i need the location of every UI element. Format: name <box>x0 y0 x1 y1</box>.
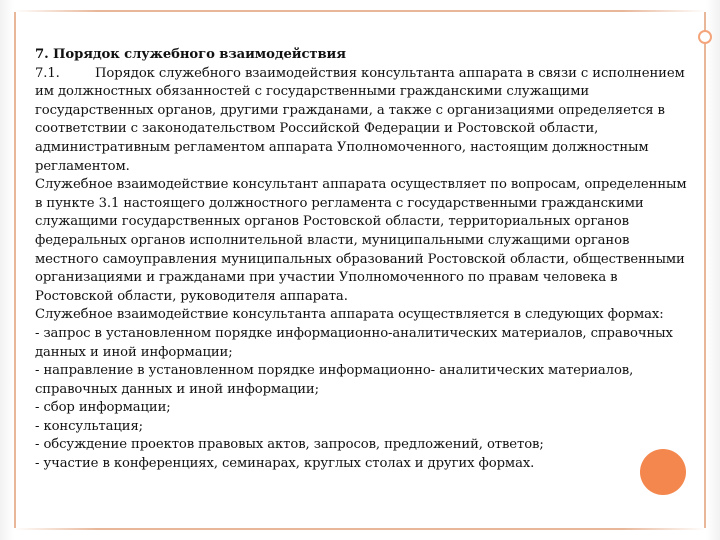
paragraph-7-1 <box>35 65 690 177</box>
list-item: - обсуждение проектов правовых актов, запросов, предложений, ответов; <box>35 437 544 453</box>
decorative-ring <box>698 30 712 44</box>
list-item: - запрос в установленном порядке информационно-аналитических материалов, справочных данных и иной информации; <box>35 325 673 360</box>
left-edge-shade <box>0 0 14 540</box>
paragraph-7-1-text: Порядок служебного взаимодействия консультанта аппарата в связи с исполнением им должностных обязанностей с государственными гражданскими служащими государственных органов, другими гражданами, а также с организациями определяется в соответствии с законодательством Российской Федерации и Ростовской области, административным регламентом аппарата Уполномоченного, настоящим должностным регламентом. <box>35 65 685 174</box>
paragraph-interaction-forms: Служебное взаимодействие консультанта аппарата осуществляется в следующих формах: <box>35 307 664 323</box>
list-item: - направление в установленном порядке информационно- аналитических материалов, справочных данных и иной информации; <box>35 363 634 397</box>
list-item: - консультация; <box>35 418 144 434</box>
list-item: - участие в конференциях, семинарах, круглых столах и других формах. <box>35 456 535 472</box>
paragraph-interaction-topics: Служебное взаимодействие консультант аппарата осуществляет по вопросам, определенным в пункте 3.1 настоящего должностного регламента с государственными гражданскими служащими государственных органов Ростовской области, территориальных органов федеральных органов исполнительной власти, муниципальными служащими органов местного самоуправления муниципальных образований Ростовской области, общественными организациями и гражданами при участии Уполномоченного по правам человека в Ростовской области, руководителя аппарата. <box>35 177 687 304</box>
section-heading: 7. Порядок служебного взаимодействия <box>35 47 346 62</box>
right-edge-shade <box>706 0 720 540</box>
list-item: - сбор информации; <box>35 400 171 416</box>
slide-content <box>35 46 690 474</box>
paragraph-number: 7.1. <box>35 65 60 81</box>
